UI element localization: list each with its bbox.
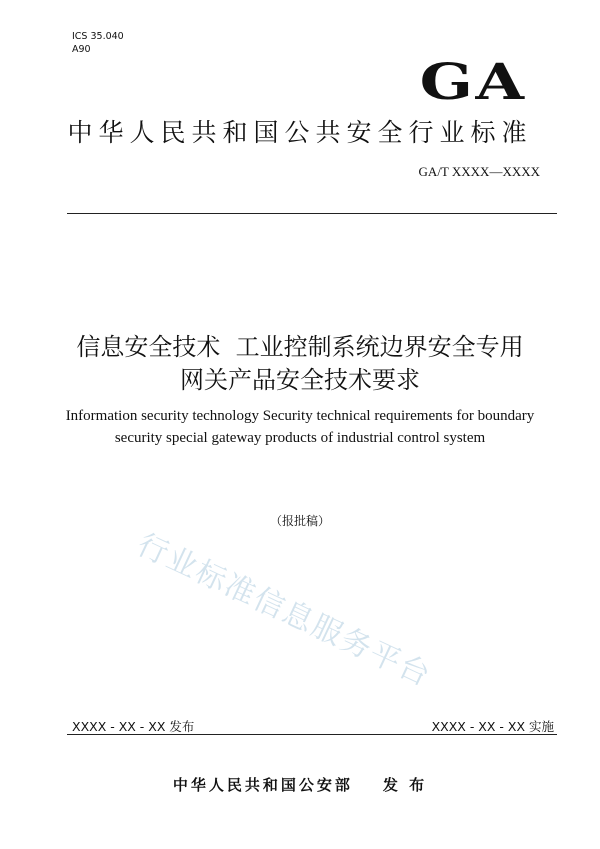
standard-number: GA/T XXXX—XXXX	[418, 164, 540, 179]
draft-label: （报批稿）	[269, 514, 330, 528]
issuer-name: 中华人民共和国公安部	[172, 776, 353, 794]
title-cn-line1: 信息安全技术 工业控制系统边界安全专用	[76, 333, 524, 361]
bottom-divider	[67, 734, 557, 735]
ministry-title: 中华人民共和国公共安全行业标准	[67, 118, 533, 147]
publish-date: XXXX - XX - XX 发布	[72, 719, 195, 734]
classification-codes	[72, 31, 124, 57]
ics-code: ICS 35.040	[72, 31, 124, 42]
implement-date: XXXX - XX - XX 实施	[431, 719, 554, 734]
title-cn-line2: 网关产品安全技术要求	[180, 366, 420, 394]
title-en-line1: Information security technology Security technical requirements for boundary	[65, 408, 535, 424]
ga-logo: GA	[419, 52, 526, 111]
issuer-action: 发 布	[382, 776, 428, 794]
issuer	[0, 774, 600, 795]
category-code: A90	[72, 44, 91, 55]
title-en-line2: security special gateway products of industrial control system	[114, 430, 486, 446]
watermark: 行业标准信息服务平台	[131, 527, 437, 695]
top-divider	[67, 213, 557, 214]
